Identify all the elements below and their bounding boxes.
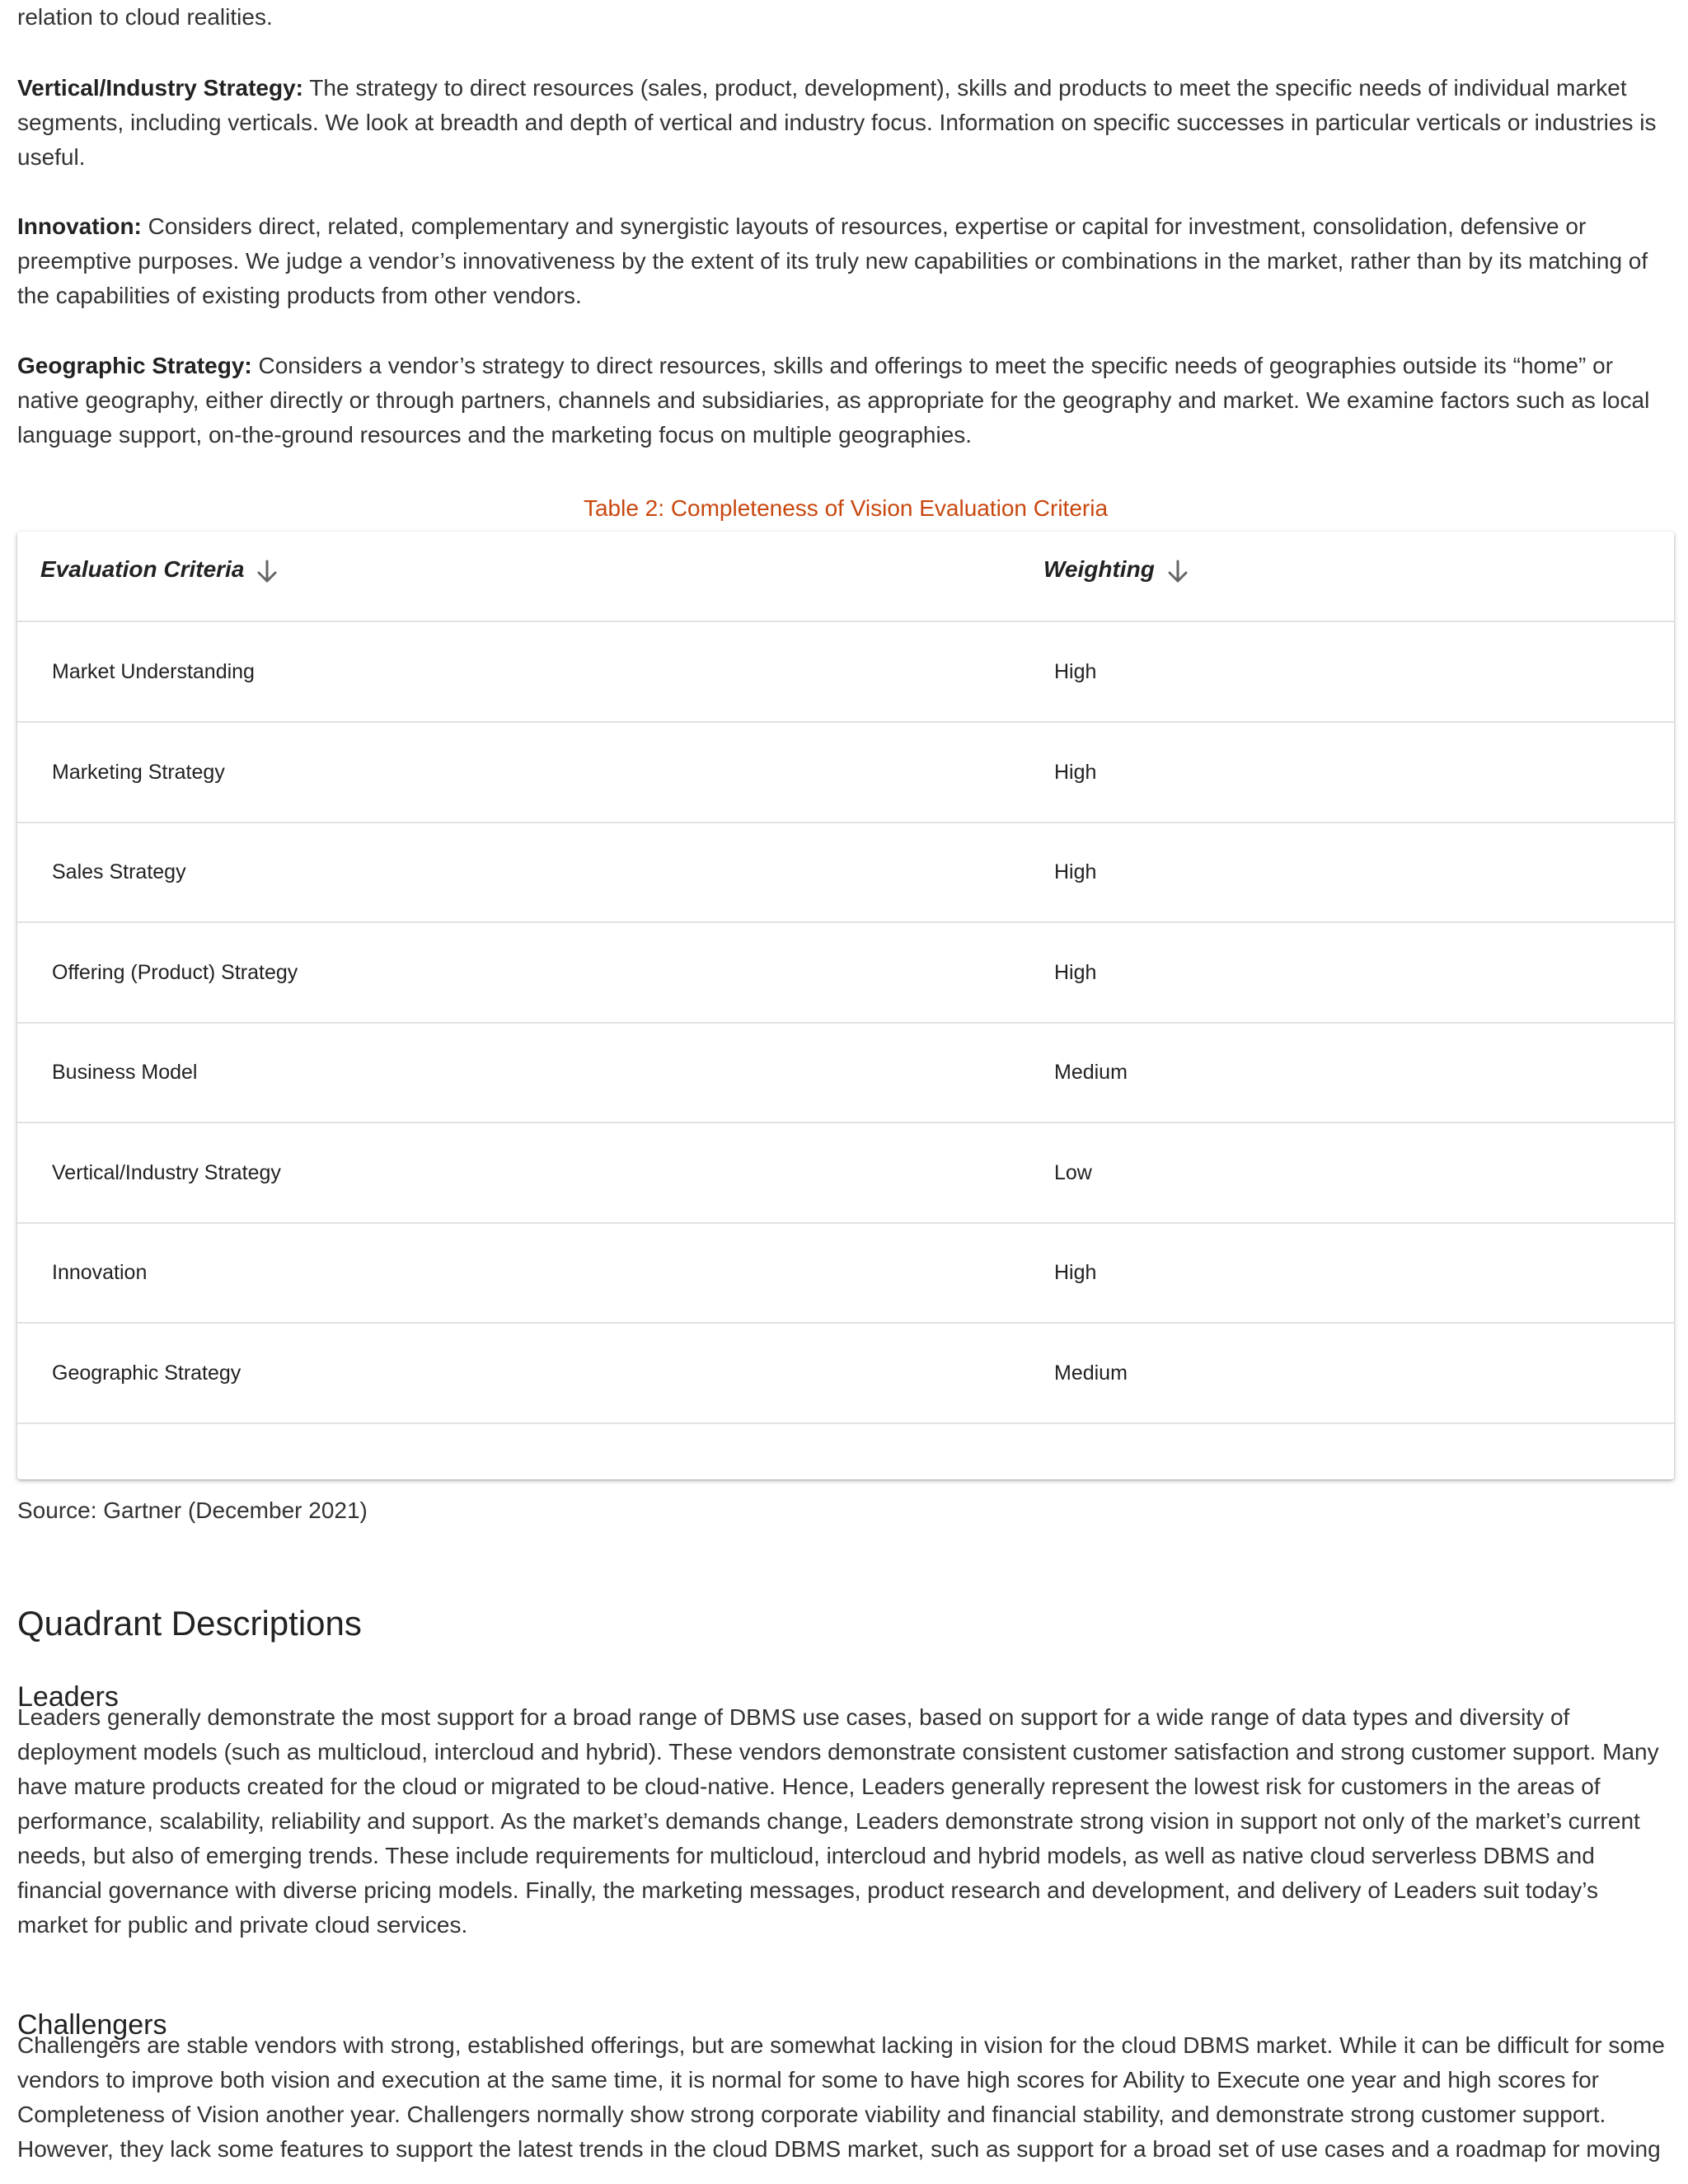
criteria-paragraph-geographic	[17, 349, 1674, 452]
weighting-cell: Low	[1054, 1161, 1092, 1184]
criteria-term: Geographic Strategy:	[17, 353, 252, 378]
weighting-cell: High	[1054, 1261, 1097, 1284]
criteria-cell: Marketing Strategy	[52, 761, 225, 784]
criteria-cell: Sales Strategy	[52, 860, 186, 883]
arrow-down-icon[interactable]	[1165, 555, 1191, 588]
table-row	[17, 723, 1674, 823]
criteria-paragraph-vertical-industry	[17, 71, 1674, 175]
challengers-description: Challengers are stable vendors with strong, established offerings, but are somewhat lacking in vision for the cloud DBMS market. While it can be difficult for some vendors to improve both vision and execution at the same time, it is normal for some to have high scores for Ability to Execute one year and high scores for Completeness of Vision another year. Challengers normally show strong corporate viability and financial stability, and demonstrate strong customer support. However, they lack some features to support the latest trends in the cloud DBMS market, such as support for a broad set of use cases and a roadmap for moving	[17, 2032, 1665, 2162]
leaders-description: Leaders generally demonstrate the most support for a broad range of DBMS use cases, based on support for a wide range of data types and diversity of deployment models (such as multicloud, intercloud and hybrid). These vendors demonstrate consistent customer satisfaction and strong customer support. Many have mature products created for the cloud or migrated to be cloud-native. Hence, Leaders generally represent the lowest risk for customers in the areas of performance, scalability, reliability and support. As the market’s demands change, Leaders demonstrate strong vision in support not only of the market’s current needs, but also of emerging trends. These include requirements for multicloud, intercloud and hybrid models, as well as native cloud serverless DBMS and financial governance with diverse pricing models. Finally, the marketing messages, product research and development, and delivery of Leaders suit today’s market for public and private cloud services.	[17, 1704, 1659, 1938]
weighting-cell: High	[1054, 961, 1097, 984]
table-title: Table 2: Completeness of Vision Evaluation Criteria	[583, 495, 1109, 521]
weighting-cell: High	[1054, 761, 1097, 784]
weighting-cell: High	[1054, 860, 1097, 883]
subheading-challengers: Challengers	[17, 2009, 167, 2041]
criteria-cell: Innovation	[52, 1261, 148, 1284]
criteria-description: The strategy to direct resources (sales, product, development), skills and products to meet the specific needs of individual market segments, including verticals. We look at breadth and depth of vertical and industry focus. Information on specific successes in particular verticals or industries is useful.	[17, 75, 1657, 170]
table-row	[17, 1023, 1674, 1123]
criteria-paragraph-innovation	[17, 209, 1674, 313]
weighting-cell: High	[1054, 660, 1097, 683]
criteria-cell: Offering (Product) Strategy	[52, 961, 298, 984]
table-row	[17, 823, 1674, 923]
criteria-cell: Vertical/Industry Strategy	[52, 1161, 281, 1184]
weighting-cell: Medium	[1054, 1361, 1128, 1385]
criteria-description: Considers direct, related, complementary and synergistic layouts of resources, expertise or capital for investment, consolidation, defensive or preemptive purposes. We judge a vendor’s innovativeness by the extent of its truly new capabilities or combinations in the market, rather than by its matching of the capabilities of existing products from other vendors.	[17, 213, 1648, 308]
table-source: Source: Gartner (December 2021)	[17, 1497, 368, 1523]
criteria-cell: Geographic Strategy	[52, 1361, 241, 1385]
criteria-term: Vertical/Industry Strategy:	[17, 75, 304, 101]
column-header-criteria[interactable]	[40, 553, 280, 588]
arrow-down-icon[interactable]	[254, 555, 280, 588]
criteria-description: Considers a vendor’s strategy to direct resources, skills and offerings to meet the specific needs of geographies outside its “home” or native geography, either directly or through partners, channels and subsidiaries, as appropriate for the geography and market. We examine factors such as local language support, on-the-ground resources and the marketing focus on multiple geographies.	[17, 353, 1650, 448]
table-row	[17, 1223, 1674, 1324]
weighting-cell: Medium	[1054, 1061, 1128, 1084]
subheading-leaders: Leaders	[17, 1681, 119, 1713]
criteria-cell: Business Model	[52, 1061, 198, 1084]
table-row	[17, 622, 1674, 723]
evaluation-criteria-table	[17, 532, 1674, 1479]
table-header-row	[17, 532, 1674, 622]
column-header-weighting-label: Weighting	[1043, 556, 1155, 582]
column-header-criteria-label: Evaluation Criteria	[40, 556, 245, 582]
table-row	[17, 1123, 1674, 1224]
table-row	[17, 1324, 1674, 1424]
intro-fragment: relation to cloud realities.	[17, 4, 273, 30]
section-heading-quadrant-descriptions: Quadrant Descriptions	[17, 1603, 362, 1643]
table-row	[17, 923, 1674, 1024]
criteria-term: Innovation:	[17, 213, 142, 239]
column-header-weighting[interactable]	[1043, 553, 1191, 588]
criteria-cell: Market Understanding	[52, 660, 255, 683]
